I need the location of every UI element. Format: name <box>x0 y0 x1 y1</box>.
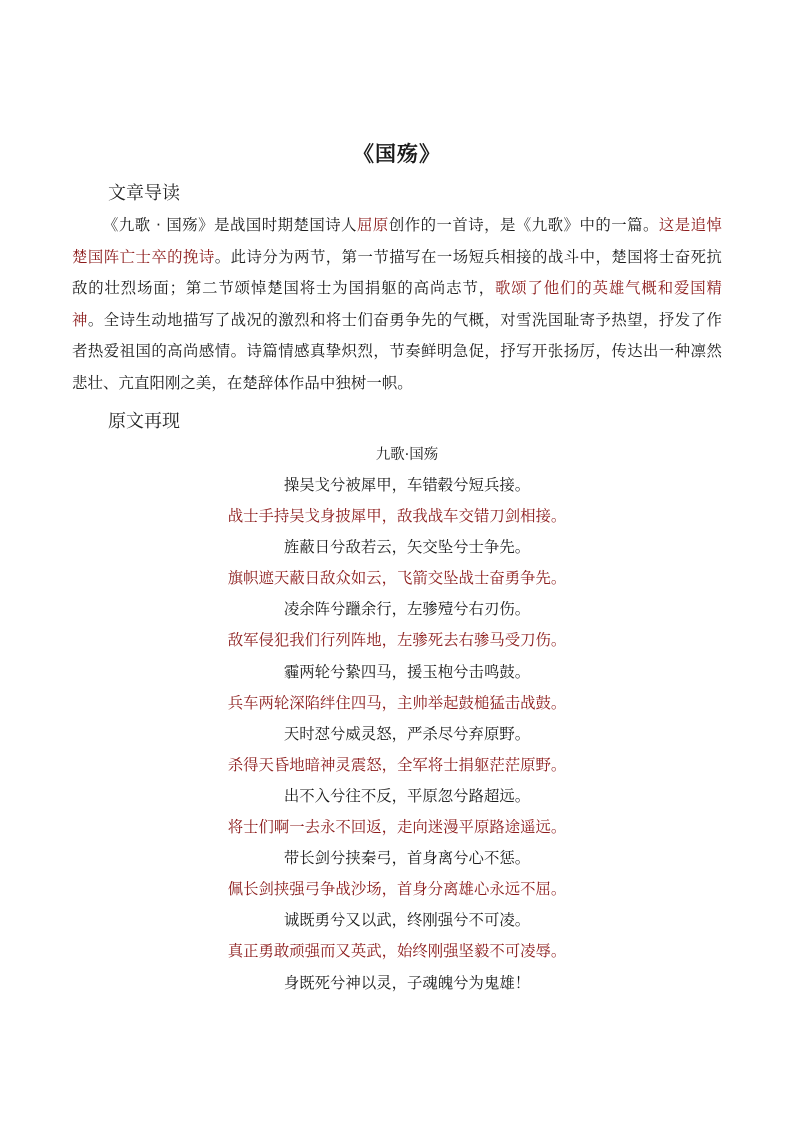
poem-translation-line: 将士们啊一去永不回返，走向迷漫平原路途遥远。 <box>227 818 567 837</box>
poem-original-line: 出不入兮往不反，平原忽兮路超远。 <box>283 786 531 805</box>
poem-original-line: 凌余阵兮躐余行，左骖殪兮右刃伤。 <box>283 600 531 619</box>
poem-original-line: 身既死兮神以灵，子魂魄兮为鬼雄！ <box>283 973 531 992</box>
intro-highlight-spirit: 英雄气概和爱国精神 <box>72 279 722 329</box>
poem-original-line: 带长剑兮挟秦弓，首身离兮心不惩。 <box>283 849 531 868</box>
poem-block <box>0 440 794 999</box>
poem-original-line: 诚既勇兮又以武，终刚强兮不可凌。 <box>283 911 531 930</box>
intro-text: 创作的一首诗，是《九歌》中的一篇。 <box>388 216 659 234</box>
intro-highlight-theme: 这是追悼楚国阵亡士卒的挽诗 <box>72 216 723 266</box>
intro-author-name: 屈原 <box>357 216 389 234</box>
poem-original-line: 旌蔽日兮敌若云，矢交坠兮士争先。 <box>283 538 531 557</box>
poem-translation-line: 真正勇敢顽强而又英武，始终刚强坚毅不可凌辱。 <box>227 942 567 961</box>
poem-original-line: 霾两轮兮絷四马，援玉枹兮击鸣鼓。 <box>283 662 531 681</box>
poem-translation-line: 杀得天昏地暗神灵震怒，全军将士捐躯茫茫原野。 <box>227 755 567 774</box>
page-title: 《国殇》 <box>353 142 441 166</box>
intro-text: 《九歌 · 国殇》是战国时期楚国诗人 <box>103 216 358 234</box>
intro-paragraph <box>72 210 722 399</box>
poem-translation-line: 旗帜遮天蔽日敌众如云，飞箭交坠战士奋勇争先。 <box>227 569 567 588</box>
section-heading-intro: 文章导读 <box>108 183 180 204</box>
poem-translation-line: 兵车两轮深陷绊住四马，主帅举起鼓槌猛击战鼓。 <box>227 693 567 712</box>
section-heading-text: 原文再现 <box>108 411 180 432</box>
poem-translation-line: 佩长剑挟强弓争战沙场，首身分离雄心永远不屈。 <box>227 880 567 899</box>
intro-highlight-praise: 歌颂了他们的 <box>495 279 593 297</box>
intro-text: 。全诗生动地描写了战况的激烈和将士们奋勇争先的气概，对雪洗国耻寄予热望，抒发了作者热爱祖国的高尚感情。诗篇情感真挚炽烈，节奏鲜明急促，抒写开张扬厉，传达出一种凛然悲壮、亢直阳刚之美，在楚辞体作品中独树一帜。 <box>72 310 722 392</box>
poem-translation-line: 敌军侵犯我们行列阵地，左骖死去右骖马受刀伤。 <box>227 631 567 650</box>
poem-original-line: 天时怼兮威灵怒，严杀尽兮弃原野。 <box>283 724 531 743</box>
poem-translation-line: 战士手持吴戈身披犀甲，敌我战车交错刀剑相接。 <box>227 507 567 526</box>
intro-text: 。此诗分为两节，第一节描写在一场短兵相接的战斗中，楚国将士奋死抗敌的壮烈场面；第二节颂悼楚国将士为国捐躯的高尚志节， <box>72 247 722 297</box>
poem-title: 九歌·国殇 <box>375 447 439 463</box>
poem-original-line: 操吴戈兮被犀甲，车错毂兮短兵接。 <box>283 476 531 494</box>
